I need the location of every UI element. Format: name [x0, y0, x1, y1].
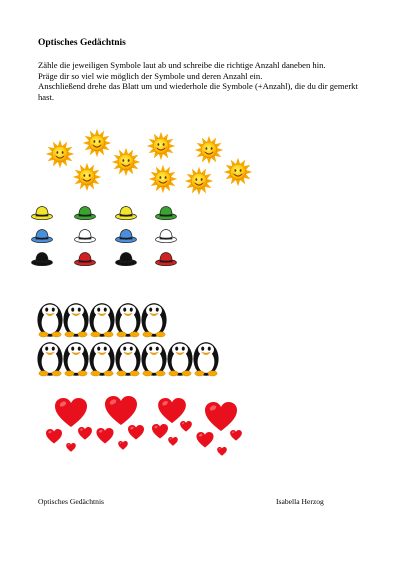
footer-title: Optisches Gedächtnis	[38, 497, 105, 506]
heart-group	[46, 396, 242, 456]
heart-icon	[55, 398, 87, 427]
heart-icon	[196, 432, 213, 447]
heart-icon	[128, 425, 144, 440]
hat-icon	[75, 230, 96, 243]
hat-icon	[156, 253, 177, 266]
heart-icon	[46, 429, 62, 444]
hat-icon	[116, 253, 137, 266]
sun-icon	[147, 132, 176, 161]
penguin-icon	[115, 303, 140, 337]
sun-icon	[195, 136, 224, 165]
page-title: Optisches Gedächtnis	[38, 38, 126, 48]
penguin-icon	[193, 342, 218, 376]
sun-icon	[112, 148, 141, 177]
hat-icon	[116, 207, 137, 220]
heart-icon	[152, 424, 168, 439]
hat-group	[32, 207, 177, 266]
heart-icon	[230, 430, 242, 441]
sun-icon	[83, 129, 112, 158]
sun-icon	[46, 140, 75, 169]
penguin-group	[37, 303, 218, 376]
hat-icon	[75, 207, 96, 220]
sun-group	[46, 129, 253, 196]
hat-icon	[156, 230, 177, 243]
penguin-icon	[141, 342, 166, 376]
heart-icon	[66, 443, 76, 452]
instruction-line: Anschließend drehe das Blatt um und wiederhole die Symbole (+Anzahl), die du dir gemerkt hast.	[38, 81, 358, 102]
penguin-icon	[63, 342, 88, 376]
heart-icon	[180, 421, 192, 432]
sun-icon	[73, 163, 102, 192]
hat-icon	[116, 230, 137, 243]
sun-icon	[149, 165, 178, 194]
penguin-icon	[89, 342, 114, 376]
heart-icon	[118, 441, 128, 450]
hat-icon	[156, 207, 177, 220]
heart-icon	[105, 396, 137, 425]
penguin-icon	[63, 303, 88, 337]
hat-icon	[75, 253, 96, 266]
sun-icon	[224, 158, 253, 187]
penguin-icon	[141, 303, 166, 337]
heart-icon	[158, 398, 186, 423]
heart-icon	[78, 427, 92, 440]
penguin-icon	[115, 342, 140, 376]
heart-icon	[96, 428, 113, 443]
heart-icon	[205, 402, 237, 431]
sun-icon	[185, 167, 214, 196]
instruction-line: Zähle die jeweiligen Symbole laut ab und schreibe die richtige Anzahl daneben hin.	[38, 60, 326, 70]
penguin-icon	[167, 342, 192, 376]
instruction-line: Präge dir so viel wie möglich der Symbole und deren Anzahl ein.	[38, 70, 263, 81]
penguin-icon	[37, 303, 62, 337]
footer-author: Isabella Herzog	[276, 497, 324, 506]
penguin-icon	[89, 303, 114, 337]
penguin-icon	[37, 342, 62, 376]
heart-icon	[168, 437, 178, 446]
heart-icon	[217, 447, 227, 456]
hat-icon	[32, 207, 53, 220]
hat-icon	[32, 253, 53, 266]
hat-icon	[32, 230, 53, 243]
